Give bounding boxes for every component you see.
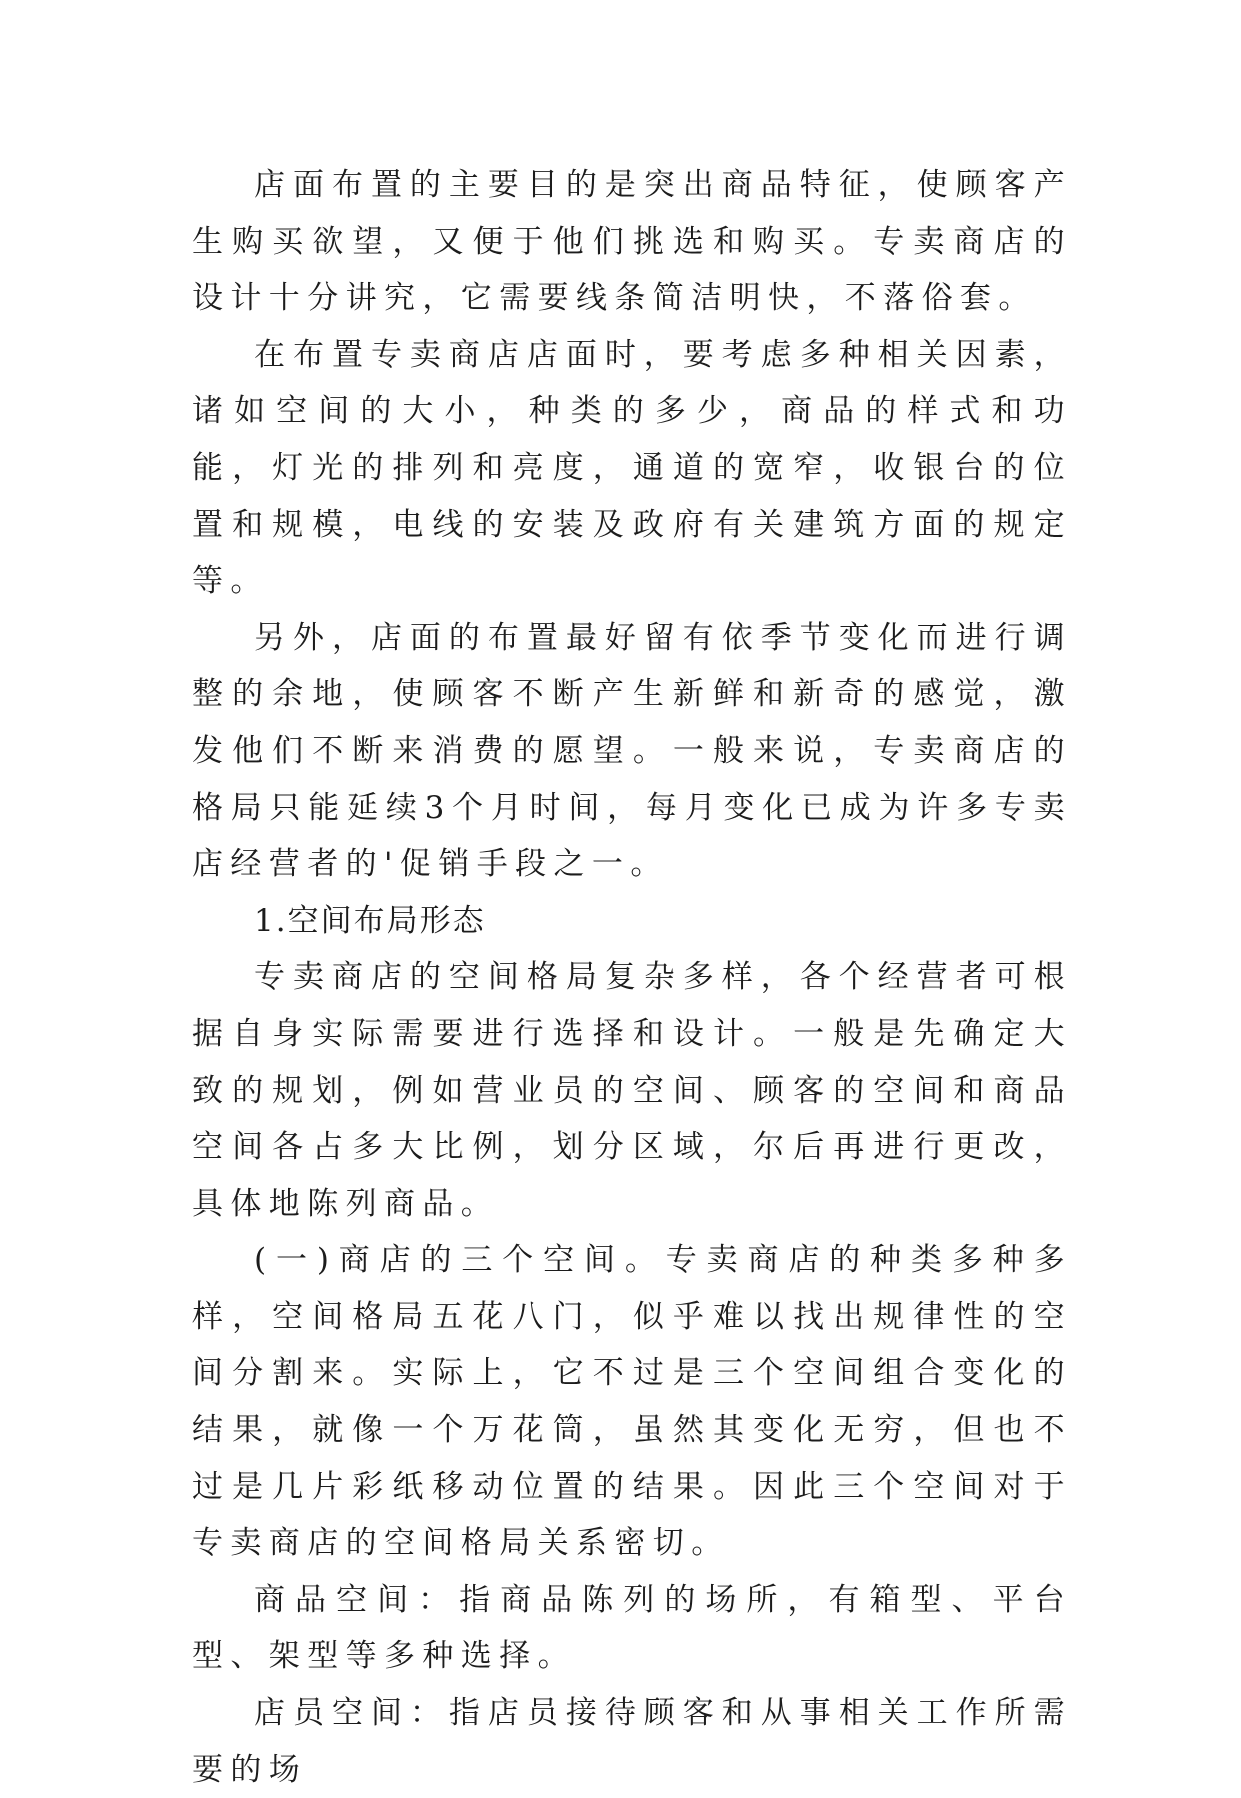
paragraph-store-layout-purpose: 店面布置的主要目的是突出商品特征，使顾客产生购买欲望，又便于他们挑选和购买。专卖商店的设计十分讲究，它需要线条简洁明快，不落俗套。 [192, 167, 1072, 317]
paragraph-staff-space: 店员空间：指店员接待顾客和从事相关工作所需要的场 [192, 1695, 1072, 1788]
section-heading-space-layout: 1.空间布局形态 [254, 902, 486, 939]
paragraph-space-planning: 专卖商店的空间格局复杂多样，各个经营者可根据自身实际需要进行选择和设计。一般是先确定大致的规划，例如营业员的空间、顾客的空间和商品空间各占多大比例，划分区域，尔后再进行更改，具体地陈列商品。 [192, 959, 1072, 1222]
paragraph-three-spaces: (一)商店的三个空间。专卖商店的种类多种多样，空间格局五花八门，似乎难以找出规律性的空间分割来。实际上，它不过是三个空间组合变化的结果，就像一个万花筒，虽然其变化无穷，但也不过是几片彩纸移动位置的结果。因此三个空间对于专卖商店的空间格局关系密切。 [192, 1242, 1072, 1562]
paragraph-product-space: 商品空间：指商品陈列的场所，有箱型、平台型、架型等多种选择。 [192, 1581, 1072, 1675]
document-body [192, 157, 1072, 1798]
paragraph-layout-factors: 在布置专卖商店店面时，要考虑多种相关因素，诸如空间的大小，种类的多少，商品的样式和功能，灯光的排列和亮度，通道的宽窄，收银台的位置和规模，电线的安装及政府有关建筑方面的规定等。 [192, 336, 1072, 600]
paragraph-seasonal-adjustment: 另外，店面的布置最好留有依季节变化而进行调整的余地，使顾客不断产生新鲜和新奇的感觉，激发他们不断来消费的愿望。一般来说，专卖商店的格局只能延续3个月时间，每月变化已成为许多专卖店经营者的'促销手段之一。 [192, 619, 1072, 883]
